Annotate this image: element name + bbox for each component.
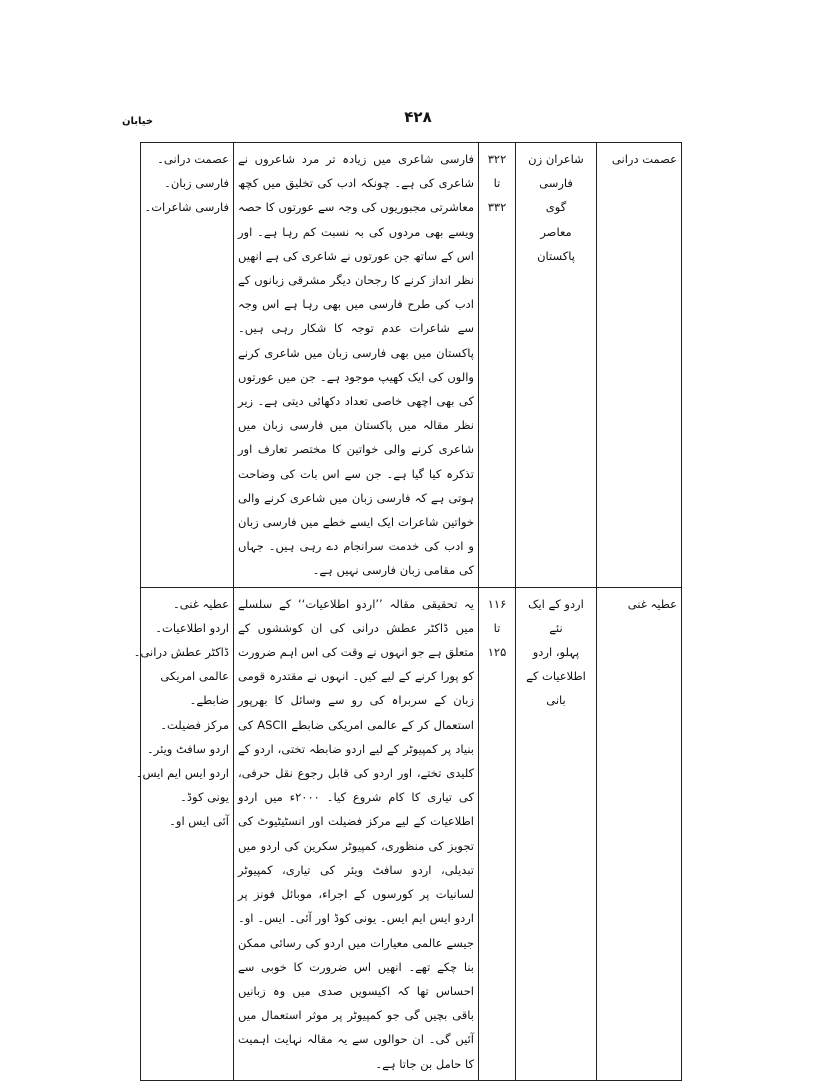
table-row	[141, 587, 682, 1080]
page-range-start: ۳۲۲	[487, 152, 507, 166]
article-index-table	[133, 142, 682, 1081]
title-line: اطلاعیات کے بانی	[526, 669, 586, 708]
table-row	[141, 143, 682, 588]
page-range-separator: تا	[493, 176, 501, 191]
keyword: مرکز فضیلت۔	[160, 717, 229, 732]
title-line: معاصر پاکستان	[537, 224, 575, 263]
keyword: فارسی شاعرات۔	[144, 200, 229, 215]
title-line: گوی	[545, 200, 567, 215]
page-range-start: ۱۱۶	[487, 596, 507, 611]
running-head: خیابان	[122, 116, 154, 127]
keyword: اردو اطلاعیات۔	[155, 620, 229, 635]
keyword: عالمی امریکی	[160, 669, 229, 684]
keyword: اردو سافٹ ویئر۔	[147, 741, 229, 756]
keyword: آئی ایس او۔	[169, 814, 229, 829]
title-line: پہلو، اردو	[532, 645, 580, 660]
keyword: عطیہ غنی۔	[173, 596, 229, 611]
keyword: عصمت درانی۔	[157, 152, 229, 166]
title-cell	[516, 587, 597, 1080]
pages-cell	[479, 143, 516, 588]
keyword: ضابطے۔	[189, 693, 229, 708]
author-name: عصمت درانی	[611, 152, 677, 166]
author-name: عطیہ غنی	[627, 596, 677, 611]
keyword: فارسی زبان۔	[164, 176, 229, 191]
page-range-separator: تا	[493, 620, 501, 635]
pages-cell	[479, 587, 516, 1080]
abstract-cell	[234, 143, 479, 588]
keyword: اردو ایس ایم ایس۔	[135, 766, 229, 781]
page-range-end: ۱۲۵	[487, 645, 507, 660]
keywords-cell	[141, 143, 234, 588]
abstract-text: فارسی شاعری میں زیادہ تر مرد شاعروں نے شاعری کی ہے۔ چونکہ ادب کی تخلیق میں کچھ معاشرتی مجبوریوں کی وجہ سے عورتوں کا حصہ ویسے بھی مردوں کی بہ نسبت کم رہا ہے۔ اور اس کے ساتھ جن عورتوں نے شاعری کی ہے انھیں نظر انداز کرنے کا رجحان دیگر مشرقی زبانوں کے ادب کی طرح فارسی میں بھی رہا ہے اس وجہ سے شاعرات عدم توجہ کا شکار رہی ہیں۔ پاکستان میں بھی فارسی زبان میں شاعری کرنے والوں کی ایک کھیپ موجود ہے۔ جن میں عورتوں کی بھی اچھی خاصی تعداد دکھائی دیتی ہے۔ زیر نظر مقالہ میں پاکستان میں فارسی زبان میں شاعری کرنے والی خواتین کا مختصر تعارف اور تذکرہ کیا گیا ہے۔ جن سے اس بات کی وضاحت ہوتی ہے کہ فارسی زبان میں شاعری کرنے والی خواتین شاعرات ایک ایسے خطے میں فارسی زبان و ادب کی خدمت سرانجام دے رہی ہیں۔ جہاں کی مقامی زبان فارسی نہیں ہے۔	[238, 152, 474, 578]
abstract-text: یہ تحقیقی مقالہ ’’اردو اطلاعیات‘‘ کے سلسلے میں ڈاکٹر عطش درانی کی ان کوششوں کے متعلق ہے جو انہوں نے وقت کی اس اہم ضرورت کو پورا کرنے کے لیے کیں۔ انہوں نے مقتدرہ قومی زبان کے سربراہ کی رو سے وسائل کا بھرپور استعمال کر کے عالمی امریکی ضابطے ASCII کی بنیاد پر کمپیوٹر کے لیے اردو ضابطہ تختی، اردو کے کلیدی تختے، اور اردو کی قابل رجوع نقل حرفی، کی تیاری کا کام شروع کیا۔ ۲۰۰۰ء میں اردو اطلاعیات کے لیے مرکز فضیلت اور انسٹیٹیوٹ کی تجویز کی منظوری، کمپیوٹر سکرین کی اردو میں تبدیلی، اردو سافٹ ویئر کی تیاری، کمپیوٹر لسانیات پر کورسوں کے اجراء، موبائل فونز پر اردو ایس ایم ایس۔ یونی کوڈ اور آئی۔ ایس۔ او۔ جیسے عالمی معیارات میں اردو کی رسائی ممکن بنا چکے تھے۔ انھیں اس ضرورت کا خوبی سے احساس تھا کہ اکیسویں صدی میں وہ زبانیں باقی بچیں گی جو کمپیوٹر پر موثر استعمال میں آئیں گی۔ ان حوالوں سے یہ مقالہ نہایت اہمیت کا حامل بن جاتا ہے۔	[238, 596, 474, 1071]
keyword: ڈاکٹر عطش درانی۔	[133, 645, 229, 660]
keyword: یونی کوڈ۔	[180, 790, 229, 805]
page-number: ۴۲۸	[404, 108, 432, 126]
title-cell	[516, 143, 597, 588]
author-cell	[597, 143, 682, 588]
title-line: شاعران زن فارسی	[528, 152, 584, 191]
abstract-cell	[234, 587, 479, 1080]
page-range-end: ۳۳۲	[487, 200, 507, 215]
title-line: اردو کے ایک نئے	[528, 596, 584, 635]
author-cell	[597, 587, 682, 1080]
keywords-cell	[133, 587, 234, 1080]
